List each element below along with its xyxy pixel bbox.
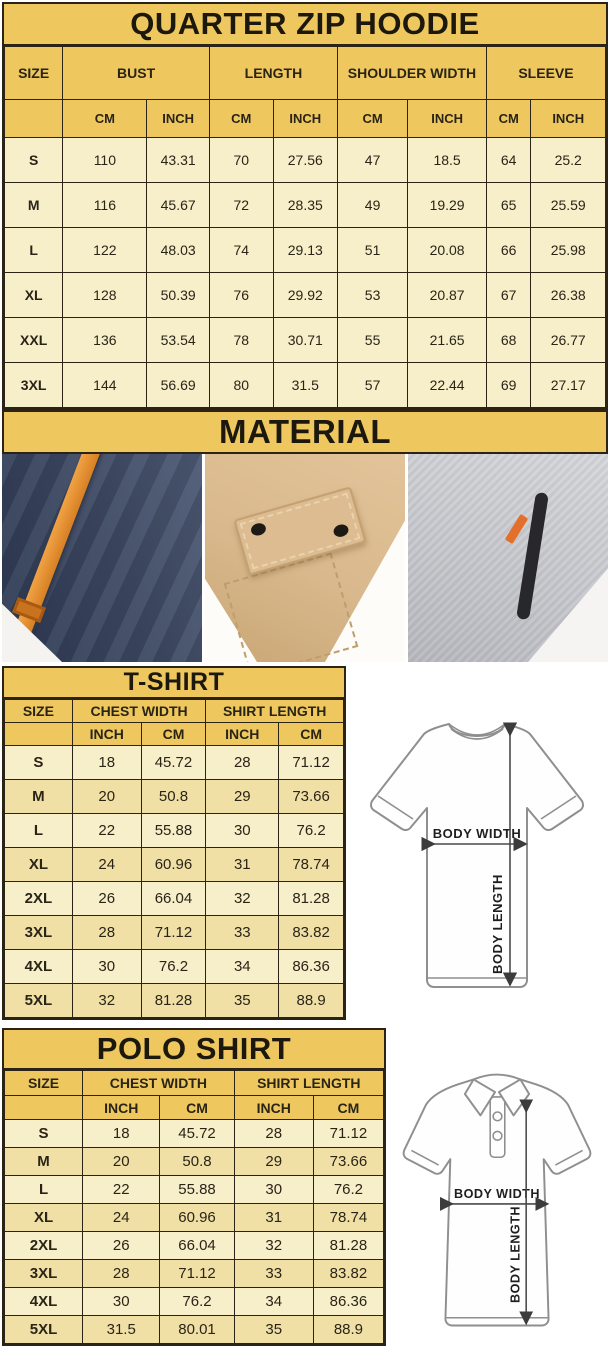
value-cell: 68 (486, 318, 530, 363)
value-cell: 55.88 (141, 814, 206, 848)
table-row (5, 1232, 384, 1260)
value-cell: 34 (234, 1288, 313, 1316)
value-cell: 29 (206, 780, 279, 814)
value-cell: 86.36 (279, 950, 344, 984)
value-cell: 83.82 (279, 916, 344, 950)
value-cell: 28 (206, 746, 279, 780)
value-cell: 50.8 (141, 780, 206, 814)
value-cell: 25.59 (531, 183, 606, 228)
shirt-length-group-header: SHIRT LENGTH (234, 1071, 383, 1096)
value-cell: 35 (234, 1316, 313, 1344)
value-cell: 26.77 (531, 318, 606, 363)
table-row (5, 780, 344, 814)
value-cell: 66.04 (141, 882, 206, 916)
value-cell: 28 (234, 1120, 313, 1148)
value-cell: 43.31 (147, 138, 210, 183)
value-cell: 81.28 (279, 882, 344, 916)
value-cell: 20 (83, 1148, 160, 1176)
value-cell: 24 (72, 848, 141, 882)
unit-header-inch: INCH (234, 1096, 313, 1120)
value-cell: 18 (83, 1120, 160, 1148)
table-row (5, 1288, 384, 1316)
material-title: MATERIAL (4, 412, 606, 452)
body-length-label: BODY LENGTH (490, 874, 505, 974)
value-cell: 27.17 (531, 363, 606, 408)
polo-outline-svg (390, 1056, 604, 1346)
value-cell: 57 (337, 363, 407, 408)
size-cell: 3XL (5, 916, 73, 950)
size-cell: XXL (5, 318, 63, 363)
hoodie-size-table (4, 46, 606, 408)
polo-title: POLO SHIRT (4, 1030, 384, 1070)
value-cell: 31 (206, 848, 279, 882)
value-cell: 32 (72, 984, 141, 1018)
value-cell: 73.66 (313, 1148, 383, 1176)
value-cell: 29.13 (273, 228, 337, 273)
chest-width-group-header: CHEST WIDTH (83, 1071, 235, 1096)
value-cell: 71.12 (313, 1120, 383, 1148)
body-width-label: BODY WIDTH (454, 1187, 540, 1202)
hoodie-group-header-row (5, 47, 606, 100)
tshirt-diagram (346, 666, 608, 1016)
value-cell: 30 (206, 814, 279, 848)
table-row (5, 746, 344, 780)
value-cell: 136 (63, 318, 147, 363)
value-cell: 20 (72, 780, 141, 814)
value-cell: 122 (63, 228, 147, 273)
value-cell: 31.5 (273, 363, 337, 408)
value-cell: 60.96 (141, 848, 206, 882)
value-cell: 22 (72, 814, 141, 848)
snap-button (250, 522, 268, 538)
hoodie-table-body (5, 138, 606, 408)
value-cell: 78 (209, 318, 273, 363)
value-cell: 26 (72, 882, 141, 916)
value-cell: 32 (206, 882, 279, 916)
tshirt-section (2, 666, 346, 1020)
unit-header-inch: INCH (531, 100, 606, 138)
value-cell: 30 (234, 1176, 313, 1204)
table-row (5, 1260, 384, 1288)
material-photo-khaki-pocket (205, 454, 405, 662)
hoodie-title: QUARTER ZIP HOODIE (4, 4, 606, 46)
material-photos (2, 454, 608, 662)
size-cell: L (5, 814, 73, 848)
value-cell: 73.66 (279, 780, 344, 814)
size-cell: 4XL (5, 1288, 83, 1316)
size-column-header: SIZE (5, 47, 63, 100)
value-cell: 64 (486, 138, 530, 183)
table-row (5, 1148, 384, 1176)
table-row (5, 183, 606, 228)
value-cell: 50.8 (160, 1148, 234, 1176)
tshirt-outline-svg (352, 696, 602, 1016)
shirt-length-group-header: SHIRT LENGTH (206, 700, 344, 723)
size-cell: 3XL (5, 363, 63, 408)
value-cell: 47 (337, 138, 407, 183)
value-cell: 80 (209, 363, 273, 408)
table-row (5, 1204, 384, 1232)
value-cell: 20.87 (408, 273, 487, 318)
value-cell: 48.03 (147, 228, 210, 273)
tshirt-units-header-row (5, 723, 344, 746)
value-cell: 78.74 (313, 1204, 383, 1232)
value-cell: 31 (234, 1204, 313, 1232)
bust-group-header: BUST (63, 47, 210, 100)
value-cell: 128 (63, 273, 147, 318)
blank-cell (5, 1096, 83, 1120)
size-cell: L (5, 228, 63, 273)
table-row (5, 882, 344, 916)
value-cell: 76.2 (160, 1288, 234, 1316)
unit-header-cm: CM (313, 1096, 383, 1120)
value-cell: 30.71 (273, 318, 337, 363)
unit-header-cm: CM (160, 1096, 234, 1120)
length-group-header: LENGTH (209, 47, 337, 100)
value-cell: 88.9 (279, 984, 344, 1018)
unit-header-inch: INCH (147, 100, 210, 138)
table-row (5, 318, 606, 363)
blank-cell (5, 100, 63, 138)
sleeve-group-header: SLEEVE (486, 47, 605, 100)
value-cell: 33 (206, 916, 279, 950)
value-cell: 22 (83, 1176, 160, 1204)
snap-button (332, 523, 350, 539)
value-cell: 25.2 (531, 138, 606, 183)
unit-header-cm: CM (486, 100, 530, 138)
material-section (2, 410, 608, 454)
value-cell: 88.9 (313, 1316, 383, 1344)
fabric-texture (2, 454, 202, 662)
unit-header-cm: CM (63, 100, 147, 138)
table-row (5, 138, 606, 183)
value-cell: 60.96 (160, 1204, 234, 1232)
table-row (5, 363, 606, 408)
size-cell: XL (5, 848, 73, 882)
blank-cell (5, 723, 73, 746)
tshirt-title: T-SHIRT (4, 668, 344, 699)
tshirt-row (2, 666, 608, 1020)
table-row (5, 848, 344, 882)
value-cell: 55 (337, 318, 407, 363)
polo-units-header-row (5, 1096, 384, 1120)
polo-section (2, 1028, 386, 1346)
material-photo-navy-drawstring (2, 454, 202, 662)
value-cell: 70 (209, 138, 273, 183)
value-cell: 69 (486, 363, 530, 408)
size-cell: S (5, 138, 63, 183)
size-cell: S (5, 1120, 83, 1148)
size-cell: S (5, 746, 73, 780)
value-cell: 71.12 (160, 1260, 234, 1288)
table-row (5, 273, 606, 318)
value-cell: 50.39 (147, 273, 210, 318)
value-cell: 25.98 (531, 228, 606, 273)
value-cell: 66 (486, 228, 530, 273)
hoodie-section (2, 2, 608, 410)
value-cell: 71.12 (141, 916, 206, 950)
size-cell: XL (5, 1204, 83, 1232)
value-cell: 45.72 (160, 1120, 234, 1148)
value-cell: 65 (486, 183, 530, 228)
value-cell: 28.35 (273, 183, 337, 228)
value-cell: 22.44 (408, 363, 487, 408)
table-row (5, 228, 606, 273)
value-cell: 30 (83, 1288, 160, 1316)
value-cell: 29.92 (273, 273, 337, 318)
value-cell: 28 (83, 1260, 160, 1288)
unit-header-cm: CM (279, 723, 344, 746)
value-cell: 26 (83, 1232, 160, 1260)
hoodie-units-header-row (5, 100, 606, 138)
size-cell: M (5, 780, 73, 814)
value-cell: 31.5 (83, 1316, 160, 1344)
material-photo-gray-zipper (408, 454, 608, 662)
value-cell: 76 (209, 273, 273, 318)
tshirt-group-header-row (5, 700, 344, 723)
unit-header-inch: INCH (83, 1096, 160, 1120)
value-cell: 27.56 (273, 138, 337, 183)
unit-header-inch: INCH (206, 723, 279, 746)
value-cell: 66.04 (160, 1232, 234, 1260)
value-cell: 53.54 (147, 318, 210, 363)
tshirt-size-table (4, 699, 344, 1018)
size-cell: M (5, 1148, 83, 1176)
table-row (5, 1176, 384, 1204)
value-cell: 83.82 (313, 1260, 383, 1288)
unit-header-inch: INCH (408, 100, 487, 138)
table-row (5, 814, 344, 848)
value-cell: 21.65 (408, 318, 487, 363)
value-cell: 81.28 (313, 1232, 383, 1260)
table-row (5, 1120, 384, 1148)
value-cell: 45.67 (147, 183, 210, 228)
value-cell: 32 (234, 1232, 313, 1260)
value-cell: 67 (486, 273, 530, 318)
table-row (5, 1316, 384, 1344)
size-column-header: SIZE (5, 700, 73, 723)
value-cell: 78.74 (279, 848, 344, 882)
value-cell: 19.29 (408, 183, 487, 228)
value-cell: 35 (206, 984, 279, 1018)
size-cell: XL (5, 273, 63, 318)
value-cell: 116 (63, 183, 147, 228)
value-cell: 51 (337, 228, 407, 273)
polo-size-table (4, 1070, 384, 1344)
table-row (5, 984, 344, 1018)
unit-header-cm: CM (337, 100, 407, 138)
value-cell: 72 (209, 183, 273, 228)
value-cell: 49 (337, 183, 407, 228)
value-cell: 20.08 (408, 228, 487, 273)
size-cell: L (5, 1176, 83, 1204)
value-cell: 26.38 (531, 273, 606, 318)
value-cell: 24 (83, 1204, 160, 1232)
value-cell: 30 (72, 950, 141, 984)
value-cell: 34 (206, 950, 279, 984)
size-cell: 4XL (5, 950, 73, 984)
value-cell: 71.12 (279, 746, 344, 780)
size-cell: 2XL (5, 1232, 83, 1260)
value-cell: 76.2 (279, 814, 344, 848)
value-cell: 86.36 (313, 1288, 383, 1316)
value-cell: 80.01 (160, 1316, 234, 1344)
value-cell: 110 (63, 138, 147, 183)
unit-header-inch: INCH (72, 723, 141, 746)
value-cell: 45.72 (141, 746, 206, 780)
shoulder-width-group-header: SHOULDER WIDTH (337, 47, 486, 100)
polo-diagram (386, 1028, 608, 1346)
polo-row (2, 1028, 608, 1346)
tshirt-table-body (5, 746, 344, 1018)
value-cell: 74 (209, 228, 273, 273)
unit-header-inch: INCH (273, 100, 337, 138)
table-row (5, 950, 344, 984)
value-cell: 53 (337, 273, 407, 318)
table-row (5, 916, 344, 950)
value-cell: 18 (72, 746, 141, 780)
size-cell: 5XL (5, 984, 73, 1018)
value-cell: 76.2 (141, 950, 206, 984)
value-cell: 33 (234, 1260, 313, 1288)
value-cell: 81.28 (141, 984, 206, 1018)
value-cell: 56.69 (147, 363, 210, 408)
chest-width-group-header: CHEST WIDTH (72, 700, 206, 723)
polo-table-body (5, 1120, 384, 1344)
value-cell: 28 (72, 916, 141, 950)
size-cell: 2XL (5, 882, 73, 916)
size-column-header: SIZE (5, 1071, 83, 1096)
body-width-label: BODY WIDTH (432, 826, 522, 841)
body-length-label: BODY LENGTH (508, 1205, 523, 1304)
value-cell: 29 (234, 1148, 313, 1176)
size-cell: 5XL (5, 1316, 83, 1344)
size-cell: 3XL (5, 1260, 83, 1288)
value-cell: 144 (63, 363, 147, 408)
unit-header-cm: CM (141, 723, 206, 746)
value-cell: 55.88 (160, 1176, 234, 1204)
size-cell: M (5, 183, 63, 228)
unit-header-cm: CM (209, 100, 273, 138)
polo-group-header-row (5, 1071, 384, 1096)
value-cell: 18.5 (408, 138, 487, 183)
value-cell: 76.2 (313, 1176, 383, 1204)
